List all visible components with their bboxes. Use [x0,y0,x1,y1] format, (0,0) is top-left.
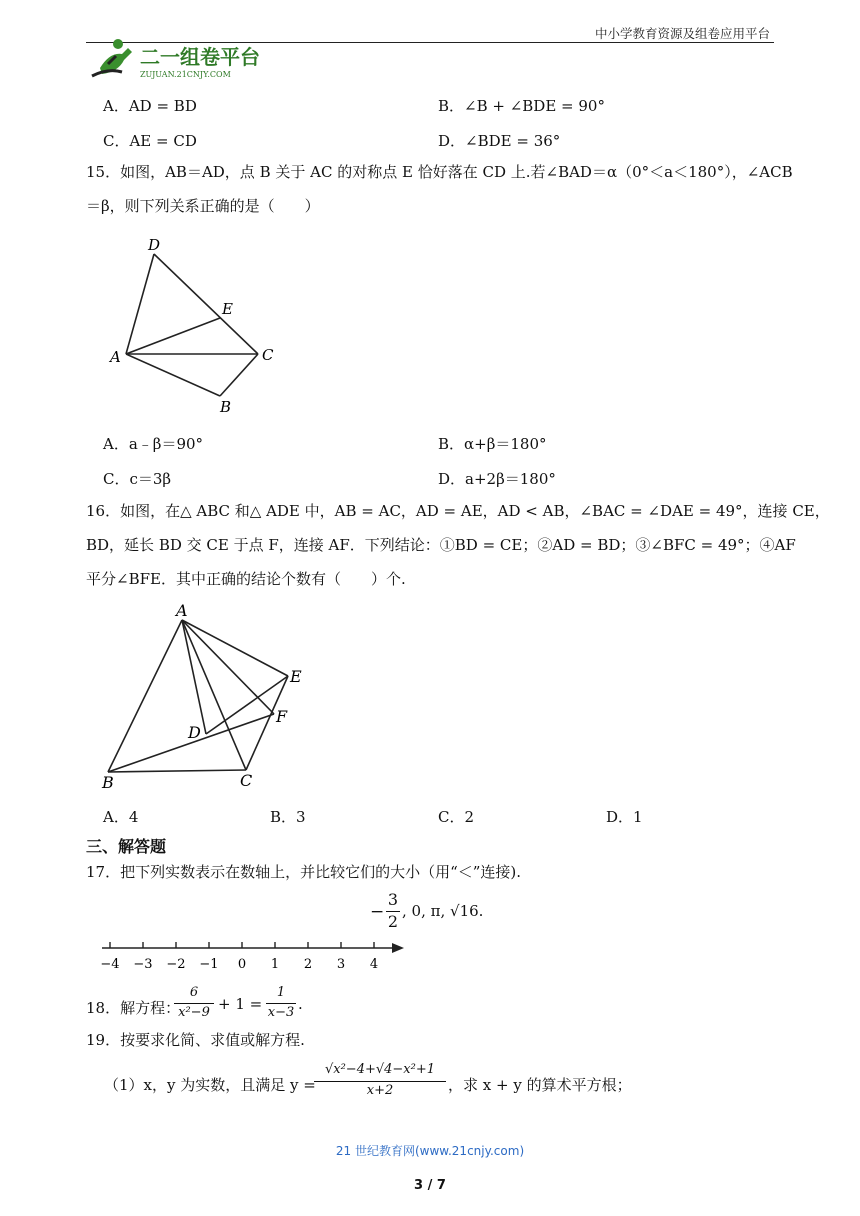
q16-label-b: B [102,773,114,790]
q16-text-line3: 平分∠BFE．其中正确的结论个数有（ ）个. [86,570,406,588]
q17-rest: , 0, π, √16. [402,902,484,920]
q15-label-d: D [148,236,161,254]
number-line-tick-label: 3 [336,957,346,972]
q17-frac-den: 2 [387,912,399,931]
q16-option-c: C．2 [438,808,475,826]
q15-label-b: B [220,398,232,416]
q18-lhs-num: 6 [189,985,199,1000]
q15-option-a: A．a﹣β＝90° [103,435,204,453]
number-line-tick-label: −2 [166,957,186,972]
q19-title: 19．按要求化简、求值或解方程. [86,1031,305,1049]
number-line-tick-label: 0 [237,957,247,972]
q17-frac-num: 3 [387,890,399,909]
q15-option-b: B．α+β＝180° [438,435,547,453]
number-line-tick-label: 2 [303,957,313,972]
number-line-tick-label: −4 [100,957,120,972]
q16-label-d: D [188,723,201,742]
q16-option-a: A．4 [103,808,139,826]
q15-option-d: D．a+2β＝180° [438,470,556,488]
logo-subtitle: ZUJUAN.21CNJY.COM [140,70,231,79]
q19-frac-bar [314,1081,446,1082]
q19-part1-prefix: （1）x，y 为实数，且满足 y = [104,1076,316,1094]
number-line-tick-label: 1 [270,957,280,972]
q15-figure [100,230,300,420]
q18-lhs-den: x²−9 [178,1005,210,1020]
q18-rhs-den: x−3 [267,1005,295,1020]
q16-label-c: C [240,771,253,790]
q16-label-f: F [276,707,288,726]
q16-figure [96,600,326,790]
q15-label-e: E [222,300,233,318]
q18-mid: + 1 = [218,995,263,1013]
runner-logo-icon [88,38,268,82]
arrow-icon [392,943,404,953]
q19-frac-num: √x²−4+√4−x²+1 [324,1062,436,1077]
q14-option-a: A．AD = BD [103,97,197,115]
q16-label-a: A [176,601,188,620]
q18-rhs-num: 1 [276,985,286,1000]
q14-option-c: C．AE = CD [103,132,197,150]
q18-lhs-bar [174,1003,214,1004]
q18-end: . [298,995,303,1013]
q15-label-c: C [262,346,274,364]
q15-option-c: C．c＝3β [103,470,172,488]
q14-option-d: D．∠BDE = 36° [438,132,561,150]
site-logo [88,38,268,82]
q16-text-line1: 16．如图，在△ ABC 和△ ADE 中，AB = AC，AD = AE，AD < AB，∠BAC = ∠DAE = 49°，连接 CE， [86,502,830,520]
q15-text-line1: 15．如图，AB＝AD，点 B 关于 AC 的对称点 E 恰好落在 CD 上.若∠BAD＝α（0°＜a＜180°），∠ACB [86,163,793,181]
logo-title: 二一组卷平台 [140,45,260,69]
q16-text-line2: BD，延长 BD 交 CE 于点 F，连接 AF．下列结论：①BD = CE；②AD = BD；③∠BFC = 49°；④AF [86,536,796,554]
q15-text-line2: ＝β，则下列关系正确的是（ ） [86,197,320,215]
q19-frac-den: x+2 [366,1083,394,1098]
q14-option-b: B．∠B + ∠BDE = 90° [438,97,605,115]
platform-name: 中小学教育资源及组卷应用平台 [594,26,770,41]
number-line-tick-label: 4 [369,957,379,972]
footer-website-link[interactable]: 21 世纪教育网(www.21cnjy.com) [335,1144,525,1158]
q17-text: 17．把下列实数表示在数轴上，并比较它们的大小（用“＜”连接). [86,863,522,881]
q17-number-line [98,938,408,972]
q19-part1-suffix: ，求 x + y 的算术平方根； [448,1076,632,1094]
q19-part1 [104,1062,664,1106]
q16-option-b: B．3 [270,808,306,826]
q16-option-d: D．1 [606,808,643,826]
q17-minus: − [370,902,385,922]
number-line-tick-label: −3 [133,957,153,972]
number-line-tick-label: −1 [199,957,219,972]
page-number: 3 / 7 [414,1178,446,1193]
q15-label-a: A [110,348,121,366]
section-heading: 三、解答题 [86,837,167,856]
q18-prefix: 18．解方程： [86,999,181,1017]
q18-rhs-bar [266,1003,296,1004]
q16-label-e: E [290,667,302,686]
